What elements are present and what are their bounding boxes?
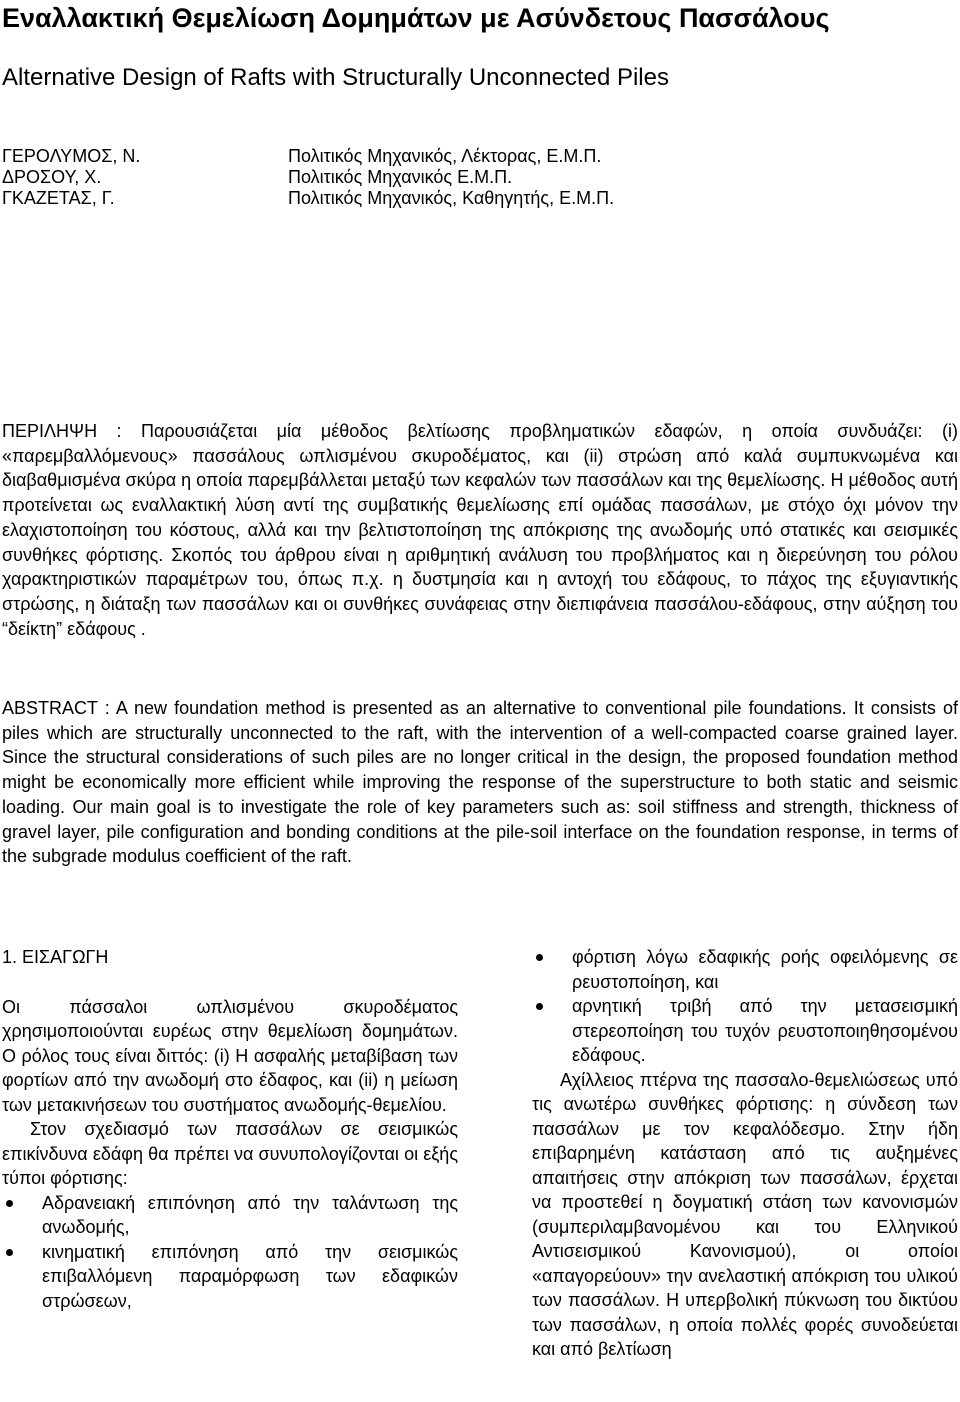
list-item <box>2 1191 458 1240</box>
bullet-icon <box>6 1249 13 1256</box>
list-item <box>532 945 958 994</box>
bullet-icon <box>536 954 543 961</box>
bullet-icon <box>6 1200 13 1207</box>
paper-title-english: Alternative Design of Rafts with Structurally Unconnected Piles <box>2 64 669 91</box>
bullet-icon <box>536 1003 543 1010</box>
list-item-text: αρνητική τριβή από την μετασεισμική στερεοποίηση του τυχόν ρευστοποιηθησομένου εδάφους. <box>572 996 958 1065</box>
list-item <box>2 1240 458 1314</box>
author-affiliation: Πολιτικός Μηχανικός Ε.Μ.Π. <box>288 167 513 187</box>
paper-title-greek: Εναλλακτική Θεμελίωση Δομημάτων με Ασύνδετους Πασσάλους <box>2 3 830 33</box>
author-row <box>2 146 614 167</box>
abstract-greek: ΠΕΡΙΛΗΨΗ : Παρουσιάζεται μία μέθοδος βελτίωσης προβληματικών εδαφών, η οποία συνδυάζει: (i) «παρεμβαλλόμενους» πασσάλους ωπλισμένου σκυροδέματος, και (ii) στρώση από καλά συμπυκνωμένα και διαβαθμισμένα σκύρα η οποία παρεμβάλλεται μεταξύ των κεφαλών των πασσάλων και της θεμελίωσης. Η μέθοδος αυτή προτείνεται ως εναλλακτική λύση αντί της συμβατικής θεμελίωσης επί ομάδας πασσάλων, με στόχο όχι μόνον την ελαχιστοποίηση του κόστους, αλλά και την βελτιστοποίηση της απόκρισης της ανωδομής υπό στατικές και σεισμικές συνθήκες φόρτισης. Σκοπός του άρθρου είναι η αριθμητική ανάλυση του προβλήματος και η διερεύνηση του ρόλου χαρακτηριστικών παραμέτρων του, όπως π.χ. η δυστμησία και η αντοχή του εδάφους, το πάχος της εξυγιαντικής στρώσης, η διάταξη των πασσάλων και οι συνθήκες συνάφειας στην διεπιφάνεια πασσάλου-εδάφους, στην αύξηση του “δείκτη” εδάφους . <box>2 421 958 639</box>
author-affiliation: Πολιτικός Μηχανικός, Καθηγητής, Ε.Μ.Π. <box>288 188 615 208</box>
loading-types-list <box>2 1191 458 1314</box>
list-item <box>532 994 958 1068</box>
list-item-text: Αδρανειακή επιπόνηση από την ταλάντωση της ανωδομής, <box>42 1192 458 1237</box>
loading-types-list-continued <box>532 945 958 1068</box>
left-column <box>2 945 458 1313</box>
section-heading: 1. ΕΙΣΑΓΩΓΗ <box>2 947 109 967</box>
intro-paragraph-2: Στον σχεδιασμό των πασσάλων σε σεισμικώς επικίνδυνα εδάφη θα πρέπει να συνυπολογίζονται οι εξής τύποι φόρτισης: <box>2 1119 458 1188</box>
author-row <box>2 167 614 188</box>
list-item-text: κινηματική επιπόνηση από την σεισμικώς επιβαλλόμενη παραμόρφωση των εδαφικών στρώσεων, <box>42 1241 458 1311</box>
right-column <box>532 945 958 1362</box>
list-item-text: φόρτιση λόγω εδαφικής ροής οφειλόμενης σε ρευστοποίηση, και <box>572 947 958 992</box>
author-name: ΔΡΟΣΟΥ, Χ. <box>2 167 102 187</box>
author-name: ΓΚΑΖΕΤΑΣ, Γ. <box>2 188 115 208</box>
author-list <box>2 146 614 209</box>
author-row <box>2 188 614 209</box>
intro-paragraph-3: Αχίλλειος πτέρνα της πασσαλο-θεμελιώσεως υπό τις ανωτέρω συνθήκες φόρτισης: η σύνδεση των πασσάλων με τον κεφαλόδεσμο. Στην ήδη επιβαρημένη κατάσταση από τις αυξημένες απαιτήσεις στην απόκριση των πασσάλων, έρχεται να προστεθεί η δογματική στάση των κανονισμών (συμπεριλαμβανομένου και του Ελληνικού Αντισεισμικού Κανονισμού), οι οποίοι «απαγορεύουν» την ανελαστική απόκριση του υλικού των πασσάλων. Η υπερβολική πύκνωση του δικτύου των πασσάλων, η οποία πολλές φορές συνοδεύεται και από βελτίωση <box>532 1069 958 1359</box>
author-affiliation: Πολιτικός Μηχανικός, Λέκτορας, Ε.Μ.Π. <box>288 146 602 166</box>
abstract-english: ABSTRACT : A new foundation method is presented as an alternative to conventional pile foundations. It consists of piles which are structurally unconnected to the raft, with the intervention of a well-compacted coarse grained layer. Since the structural considerations of such piles are no longer critical in the design, the proposed foundation method might be economically more efficient while improving the response of the superstructure to both static and seismic loading. Our main goal is to investigate the role of key parameters such as: soil stiffness and strength, thickness of gravel layer, pile configuration and bonding conditions at the pile-soil interface on the foundation response, in terms of the subgrade modulus coefficient of the raft. <box>2 698 958 867</box>
intro-paragraph-1: Οι πάσσαλοι ωπλισμένου σκυροδέματος χρησιμοποιούνται ευρέως στην θεμελίωση δομημάτων. Ο ρόλος τους είναι διττός: (i) Η ασφαλής μεταβίβαση των φορτίων από την ανωδομή στο έδαφος, και (ii) η μείωση των μετακινήσεων του συστήματος ανωδομής-θεμελίου. <box>2 996 458 1115</box>
author-name: ΓΕΡΟΛΥΜΟΣ, Ν. <box>2 146 141 166</box>
